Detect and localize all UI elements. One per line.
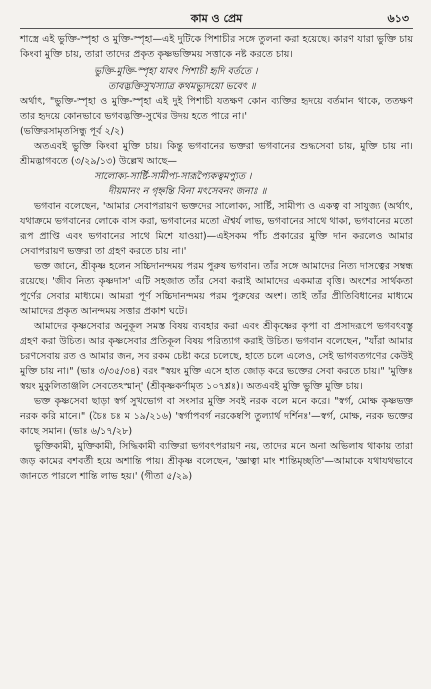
verse-line: তাবদ্ভক্তিসুখস্যাত্র কথমভ্যুদয়ো ভবেৎ ॥ bbox=[108, 81, 256, 92]
paragraph: অতএবই ভুক্তি কিংবা মুক্তি চায়। কিন্তু ভগবানের ভক্তরা ভগবানের শুদ্ধসেবা চায়, মুক্তি চায় না। শ্রীমদ্ভাগবতে (৩/২৯/১৩) উল্লেখ আছে— bbox=[20, 141, 413, 167]
page-number: ৬১৩ bbox=[387, 12, 409, 25]
paragraph: শাস্ত্রে এই ভুক্তি-স্পৃহা ও মুক্তি-স্পৃহা—এই দুটিকে পিশাচীর সঙ্গে তুলনা করা হয়েছে। কারণ যারা ভুক্তি চায় কিংবা মুক্তি চায়, তারা তাদের প্রকৃত কৃষ্ণভক্তিময় সত্তাকে নষ্ট করতে চায়। bbox=[20, 34, 413, 60]
verse-line: ভুক্তি-মুক্তি-স্পৃহা যাবৎ পিশাচী হৃদি বর্ততে । bbox=[94, 66, 258, 77]
paragraph: অর্থাৎ, "ভুক্তি-স্পৃহা ও মুক্তি-স্পৃহা এই দুই পিশাচী যতক্ষণ কোন ব্যক্তির হৃদয়ে বর্তমান থাকে, ততক্ষণ তার হৃদয়ে কোনভাবে ভগবদ্ভক্তি-সুখের উদয় হতে পারে না।' bbox=[20, 96, 413, 122]
citation: (ভক্তিরসামৃতসিন্ধু পূর্ব ২/২) bbox=[20, 126, 124, 137]
verse-line: সালোক্য-সার্ষ্টি-সামীপ্য-সারূপ্যৈকত্বমপ্যুত । bbox=[94, 171, 252, 182]
paragraph: ভক্ত জানে, শ্রীকৃষ্ণ হলেন সচ্চিদানন্দময় পরম পুরুষ ভগবান। তাঁর সঙ্গে আমাদের নিত্য দাসত্বের সম্বন্ধ রয়েছে। 'জীব নিত্য কৃষ্ণদাস' এটি সহজাত তাঁর সেবা করাই আমাদের একমাত্র বৃত্তি। অংশের সার্থকতা পূর্ণের সেবার মাধ্যমে। আমরা পূর্ণ সচ্চিদানন্দময় পরম পুরুষের অংশ। তাই তাঁর প্রীতিবিধানের মাধ্যমে আমাদের প্রকৃত আনন্দময় সত্তার প্রকাশ ঘটে। bbox=[20, 261, 413, 317]
page-body bbox=[20, 32, 413, 484]
page-header bbox=[20, 6, 413, 28]
verse-line: দীয়মানং ন গৃহ্নন্তি বিনা মৎসেবনং জনাঃ ॥ bbox=[108, 186, 267, 197]
paragraph: ভুক্তিকামী, মুক্তিকামী, সিদ্ধিকামী ব্যক্তিরা ভগবৎপরায়ণ নয়, তাদের মনে অনা অভিলাষ থাকায় তারা জড় কামের বশবর্তী হয়ে অশান্তি পায়। শ্রীকৃষ্ণ বলেছেন, 'জ্ঞাত্বা মাং শান্তিমৃচ্ছতি'—আমাকে যথাযথভাবে জানতে পারলে শান্তি লাভ হয়।' (গীতা ৫/২৯) bbox=[20, 441, 413, 482]
running-title: কাম ও প্রেম bbox=[190, 12, 243, 25]
paragraph: ভক্ত কৃষ্ণসেবা ছাড়া স্বর্গ সুখভোগ বা সংসার মুক্তি সবই নরক বলে মনে করে। "স্বর্গ, মোক্ষ কৃষ্ণভক্ত নরক করি মানে।" (চৈঃ চঃ ম ১৯/২১৬) 'স্বর্গাপবর্গ নরকেষ্বপি তুল্যার্থ দর্শিনঃ'—স্বর্গ, মোক্ষ, নরক ভক্তের কাছে সমান। (ভাঃ ৬/১৭/২৮) bbox=[20, 396, 413, 437]
paragraph: আমাদের কৃষ্ণসেবার অনুকূল সমস্ত বিষয় ব্যবহার করা এবং শ্রীকৃষ্ণের কৃপা বা প্রসাদরূপে ভগবৎবস্তু গ্রহণ করা উচিত। আর কৃষ্ণসেবার প্রতিকূল বিষয় পরিত্যাগ করাই উচিত। ভগবান বলেছেন, "যাঁরা আমার চরণসেবায় রত ও আমার জন, সব রকম চেষ্টা করে চলেছে, হাতে চলে এলেও, সেই ভাগবতগণের কেউই মুক্তি চায় না।" (ভাঃ ৩/৩৫/৩৪) বরং "স্বয়ং মুক্তি এসে হাত জোড় করে ভক্তের সেবা করতে চায়।" 'মুক্তিঃ স্বয়ং মুকুলিতাঞ্জলি সেবতেঽস্মান্' (শ্রীকৃষ্ণকর্ণামৃত ১০৭শ্লঃ)। অতএবই মুক্তি ভুক্তি মুক্তি চায়। bbox=[20, 321, 413, 392]
paragraph: ভগবান বলেছেন, 'আমার সেবাপরায়ণ ভক্তদের সালোক্য, সার্ষ্টি, সামীপ্য ও একত্ব বা সাযুজ্য (অর্থাৎ, যথাক্রমে ভগবানের লোকে বাস করা, ভগবানের মতো ঐশ্বর্য লাভ, ভগবানের সাথে থাকা, ভগবানের মতো রূপ প্রাপ্তি এবং ভগবানের সাথে মিশে যাওয়া)—এইসকম পাঁচ প্রকারের মুক্তি দান করলেও আমার সেবাপরায়ণ ভক্তরা তা গ্রহণ করতে চায় না।' bbox=[20, 201, 413, 257]
